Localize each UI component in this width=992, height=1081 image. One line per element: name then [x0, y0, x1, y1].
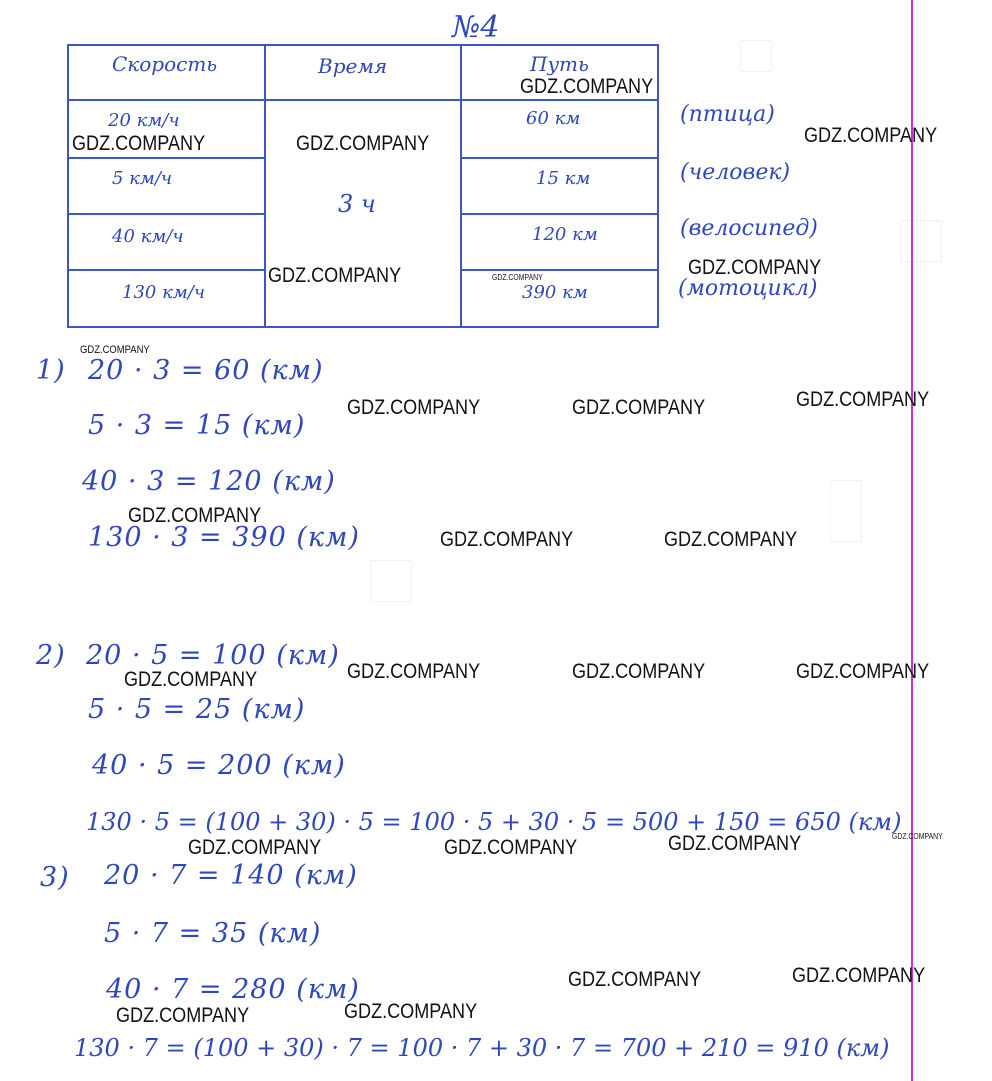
watermark: GDZ.COMPANY [444, 836, 578, 859]
watermark: GDZ.COMPANY [440, 528, 574, 551]
equation-line: 130 · 3 = 390 (км) [88, 522, 360, 553]
equation-line: 130 · 5 = (100 + 30) · 5 = 100 · 5 + 30 · 5 = 500 + 150 = 650 (км) [86, 808, 902, 836]
faint-grid-cell [830, 480, 862, 542]
watermark: GDZ.COMPANY [72, 132, 206, 155]
watermark: GDZ.COMPANY [188, 836, 322, 859]
problem-number: №4 [452, 10, 500, 45]
row-note: (велосипед) [680, 216, 818, 241]
watermark: GDZ.COMPANY [344, 1000, 478, 1023]
watermark: GDZ.COMPANY [792, 964, 926, 987]
header-speed: Скорость [112, 52, 218, 76]
equation-line: 20 · 7 = 140 (км) [104, 860, 358, 891]
watermark: GDZ.COMPANY [668, 832, 802, 855]
row-note: (птица) [680, 102, 775, 127]
equation-line: 130 · 7 = (100 + 30) · 7 = 100 · 7 + 30 · 7 = 700 + 210 = 910 (км) [74, 1034, 890, 1062]
watermark: GDZ.COMPANY [892, 832, 943, 841]
equation-line: 5 · 5 = 25 (км) [88, 694, 306, 725]
distance-cell: 60 км [526, 108, 581, 129]
watermark: GDZ.COMPANY [492, 273, 543, 282]
speed-cell: 130 км/ч [122, 282, 206, 303]
distance-cell: 390 км [522, 282, 588, 303]
watermark: GDZ.COMPANY [572, 660, 706, 683]
watermark: GDZ.COMPANY [688, 256, 822, 279]
watermark: GDZ.COMPANY [796, 388, 930, 411]
distance-cell: 120 км [532, 224, 598, 245]
equation-line: 20 · 5 = 100 (км) [86, 640, 340, 671]
watermark: GDZ.COMPANY [80, 344, 150, 356]
equation-line: 40 · 5 = 200 (км) [92, 750, 346, 781]
header-distance: Путь [530, 52, 589, 76]
equation-line: 40 · 3 = 120 (км) [82, 466, 336, 497]
watermark: GDZ.COMPANY [664, 528, 798, 551]
part-label: 2) [36, 640, 66, 671]
watermark: GDZ.COMPANY [347, 660, 481, 683]
watermark: GDZ.COMPANY [804, 124, 938, 147]
distance-cell: 15 км [536, 168, 591, 189]
watermark: GDZ.COMPANY [128, 504, 262, 527]
watermark: GDZ.COMPANY [296, 132, 430, 155]
watermark: GDZ.COMPANY [347, 396, 481, 419]
watermark: GDZ.COMPANY [116, 1004, 250, 1027]
time-cell: 3 ч [338, 190, 376, 218]
row-note: (мотоцикл) [678, 276, 818, 301]
watermark: GDZ.COMPANY [572, 396, 706, 419]
watermark: GDZ.COMPANY [124, 668, 258, 691]
part-label: 3) [40, 862, 70, 893]
equation-line: 40 · 7 = 280 (км) [106, 974, 360, 1005]
equation-line: 5 · 3 = 15 (км) [88, 410, 306, 441]
speed-cell: 40 км/ч [112, 226, 184, 247]
watermark: GDZ.COMPANY [520, 75, 654, 98]
watermark: GDZ.COMPANY [268, 264, 402, 287]
watermark: GDZ.COMPANY [796, 660, 930, 683]
watermark: GDZ.COMPANY [568, 968, 702, 991]
header-time: Время [318, 54, 388, 78]
equation-line: 5 · 7 = 35 (км) [104, 918, 322, 949]
row-note: (человек) [680, 160, 791, 185]
faint-grid-cell [370, 560, 412, 602]
equation-line: 20 · 3 = 60 (км) [88, 355, 324, 386]
part-label: 1) [36, 355, 66, 386]
speed-cell: 20 км/ч [108, 110, 180, 131]
speed-cell: 5 км/ч [112, 168, 173, 189]
